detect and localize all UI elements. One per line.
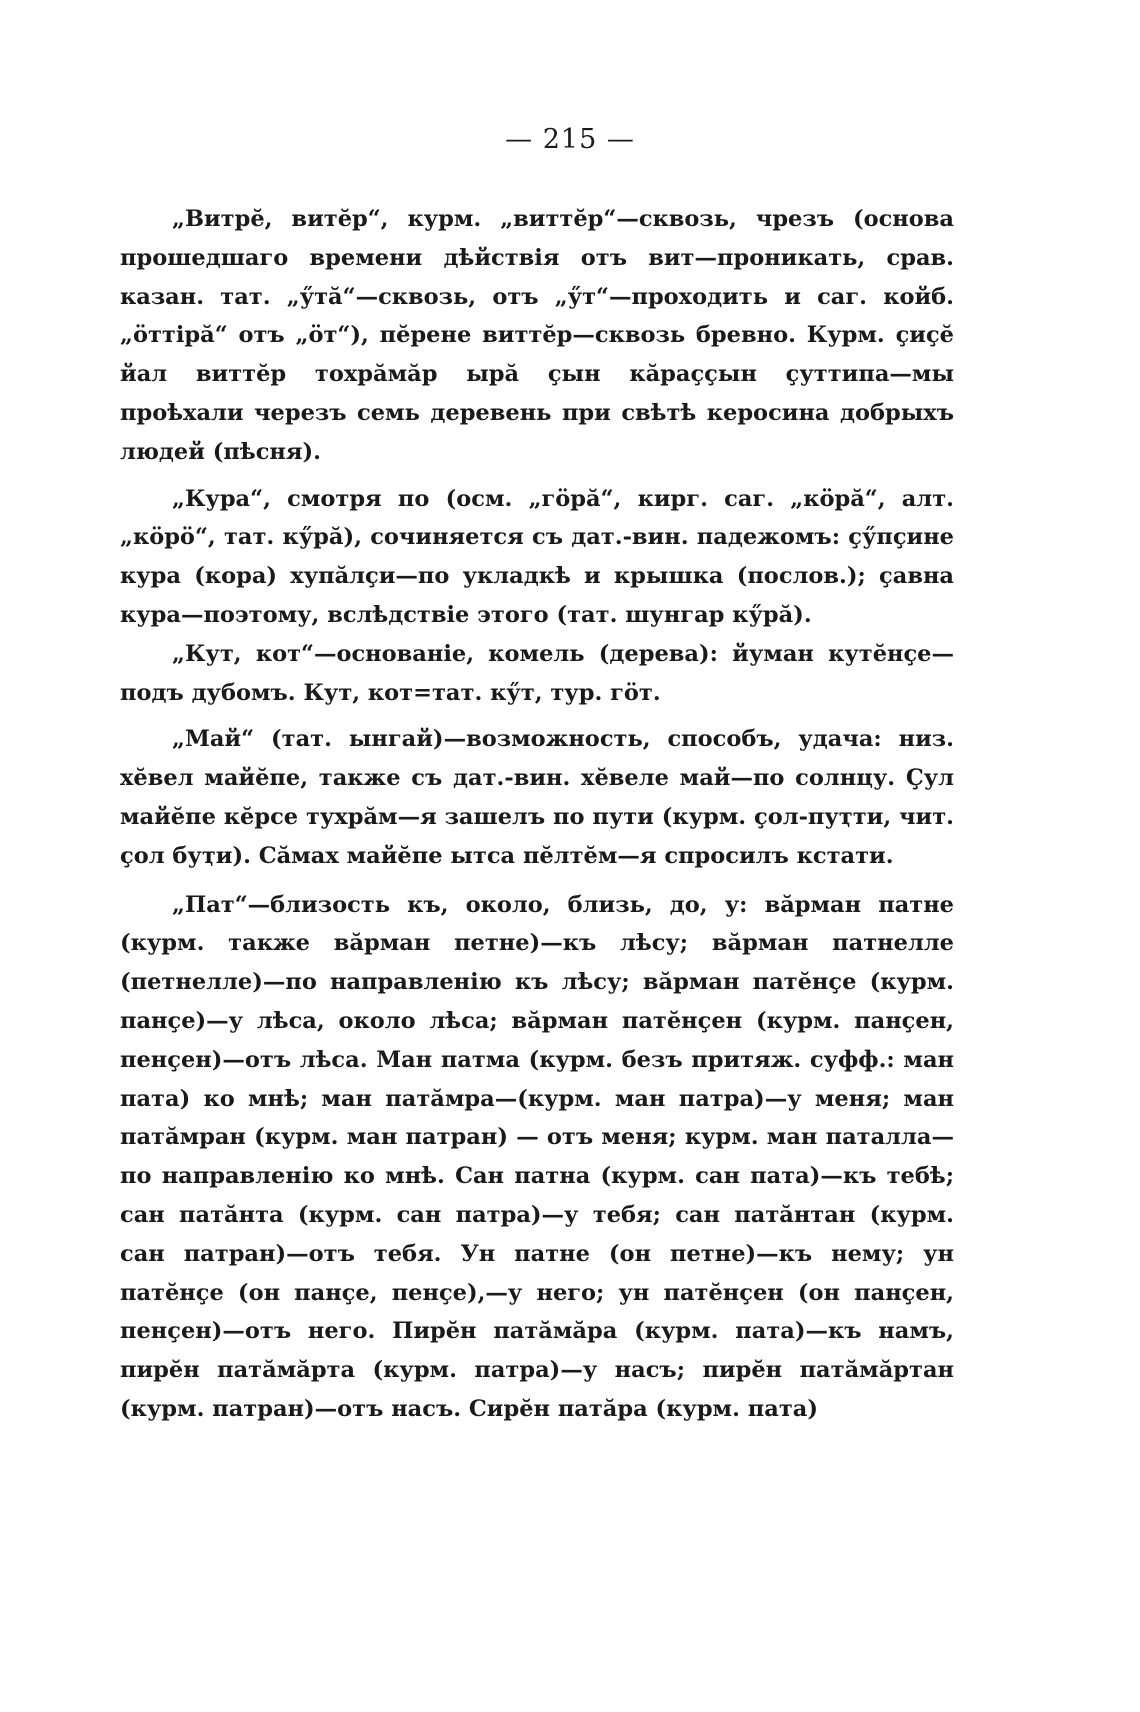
page-number: — 215 —: [505, 124, 635, 155]
entry-mai: „Май“ (тат. ынгай)—возможность, способъ, удача: низ. хĕвел майĕпе, также съ дат.-вин. хĕвеле май—по солнцу. Ҫул майĕпе кĕрсе тухрăм—я зашелъ по пути (курм. ҫол-пуҭти, чит. ҫол буҭи). Сăмах майĕпе ытса пĕлтĕм—я спросилъ кстати.: [120, 726, 954, 869]
entry-kut: „Кут, кот“—основаніе, комель (дерева): йуман кутĕнҫе—подъ дубомъ. Кут, кот=тат. кӳт, тур. гöт.: [120, 640, 954, 706]
entry-kura: „Кура“, смотря по (осм. „гöрă“, кирг. саг. „кöрă“, алт. „кöрö“, тат. кӳрă), сочиняется съ дат.-вин. падежомъ: ҫӳпҫине кура (кора) хупăлҫи—по укладкѣ и крышка (послов.); ҫавна кура—поэтому, вслѣдствіе этого (тат. шунгар кӳрă).: [120, 485, 954, 628]
entry-pat: „Пат“—близость къ, около, близь, до, у: вăрман патне (курм. также вăрман петне)—къ лѣсу; вăрман патнелле (петнелле)—по направленію къ лѣсу; вăрман патĕнҫе (курм. панҫе)—у лѣса, около лѣса; вăрман патĕнҫен (курм. панҫен, пенҫен)—отъ лѣса. Ман патма (курм. безъ притяж. суфф.: ман пата) ко мнѣ; ман патăмра—(курм. ман патра)—у меня; ман патăмран (курм. ман патран) — отъ меня; курм. ман паталла—по направленію ко мнѣ. Сан патна (курм. сан пата)—къ тебѣ; сан патăнта (курм. сан патра)—у тебя; сан патăнтан (курм. сан патран)—отъ тебя. Ун патне (он петне)—къ нему; ун патĕнҫе (он панҫе, пенҫе),—у него; ун патĕнҫен (он панҫен, пенҫен)—отъ него. Пирĕн патăмăра (курм. пата)—къ намъ, пирĕн патăмăрта (курм. патра)—у насъ; пирĕн патăмăртан (курм. патран)—отъ насъ. Сирĕн патăра (курм. пата): [120, 891, 954, 1422]
dictionary-text: [120, 200, 954, 1439]
entry-vitre: „Витрĕ, витĕр“, курм. „виттĕр“—сквозь, чрезъ (основа прошедшаго времени дѣйствія отъ вит—проникать, срав. казан. тат. „ӳтă“—сквозь, отъ „ӳт“—проходить и саг. койб. „öттiрă“ отъ „öт“), пĕрене виттĕр—сквозь бревно. Курм. ҫиҫĕ йал виттĕр тохрăмăр ырă ҫын кăраҫҫын ҫуттипа—мы проѣхали черезъ семь деревень при свѣтѣ керосина добрыхъ людей (пѣсня).: [120, 206, 954, 465]
